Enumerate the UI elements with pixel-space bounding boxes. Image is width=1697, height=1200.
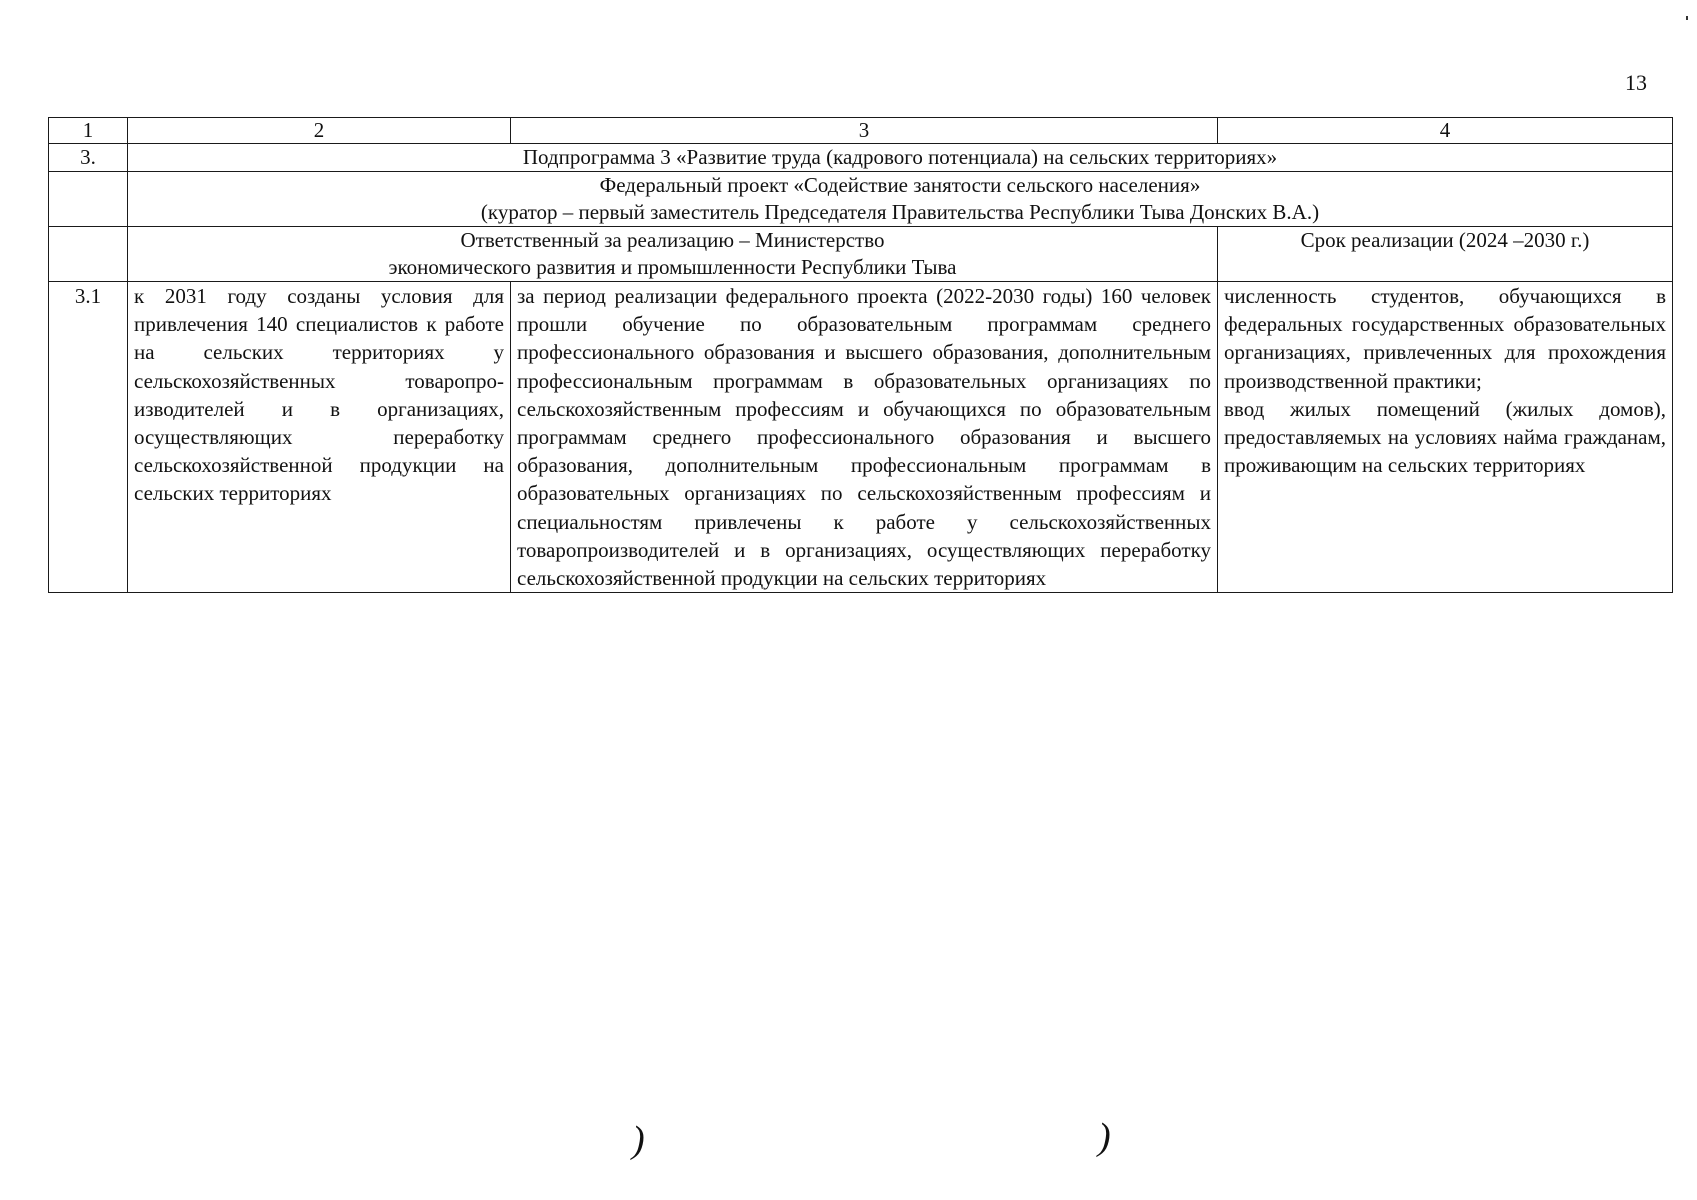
- column-number: 3: [511, 118, 1218, 144]
- subprogram-number: 3.: [49, 144, 128, 172]
- column-number: 4: [1218, 118, 1673, 144]
- empty-cell: [49, 172, 128, 227]
- responsible-line-2: экономического развития и промышленности Республики Тыва: [388, 255, 957, 279]
- task-result: за период реализации федерального проекта (2022-2030 годы) 160 человек прошли обучение по образовательным программам среднего профессионального образования и высшего образования, дополнительным профессиональным программам в образовательных организациях по сельскохозяйственным профессиям и обучающихся по образовательным программам среднего профессионального образования и высшего образования, дополнительным профессиональным программам в образовательных организациях по сельскохозяйственным профессиям и специальностям привлечены к работе у сельскохозяйственных товаропроизводителей и в организациях, осуществляющих переработку сельскохозяйственной продукции на сельских территориях: [511, 282, 1218, 593]
- task-number: 3.1: [49, 282, 128, 593]
- indicator-housing: ввод жилых помещений (жилых домов), предоставляемых на условиях найма гражданам, проживающим на сельских территориях: [1224, 396, 1666, 478]
- column-number: 2: [128, 118, 511, 144]
- project-curator: (куратор – первый заместитель Председателя Правительства Республики Тыва Донских В.А.): [480, 200, 1320, 224]
- task-indicators: [1218, 282, 1673, 593]
- project-title: Федеральный проект «Содействие занятости сельского населения»: [599, 173, 1201, 197]
- subprogram-row: [49, 144, 1673, 172]
- task-row: [49, 282, 1673, 593]
- responsible-line-1: Ответственный за реализацию – Министерство: [460, 228, 885, 252]
- empty-cell: [49, 227, 128, 282]
- scan-speck: [1686, 16, 1688, 20]
- handwritten-mark: ): [1098, 1116, 1111, 1158]
- handwritten-mark: ): [632, 1119, 645, 1161]
- project-row: [49, 172, 1673, 227]
- responsible-cell: [128, 227, 1218, 282]
- plan-table: [48, 117, 1673, 593]
- project-cell: [128, 172, 1673, 227]
- subprogram-title: Подпрограмма 3 «Развитие труда (кадрового потенциала) на сельских территориях»: [128, 144, 1673, 172]
- column-number-row: [49, 118, 1673, 144]
- indicator-students: численность студентов, обучающихся в федеральных государственных образовательных организациях, привлеченных для прохождения производственной практики;: [1224, 284, 1666, 393]
- page-number: 13: [1625, 70, 1647, 95]
- implementation-term: Срок реализации (2024 –2030 г.): [1218, 227, 1673, 282]
- responsible-row: [49, 227, 1673, 282]
- column-number: 1: [49, 118, 128, 144]
- task-description: к 2031 году созданы условия для привлечения 140 специалистов к работе на сельских территориях у сельскохозяйственных товаропроизводителей и в организациях, осуществляющих переработку сельскохозяйственной продукции на сельских территориях: [128, 282, 511, 593]
